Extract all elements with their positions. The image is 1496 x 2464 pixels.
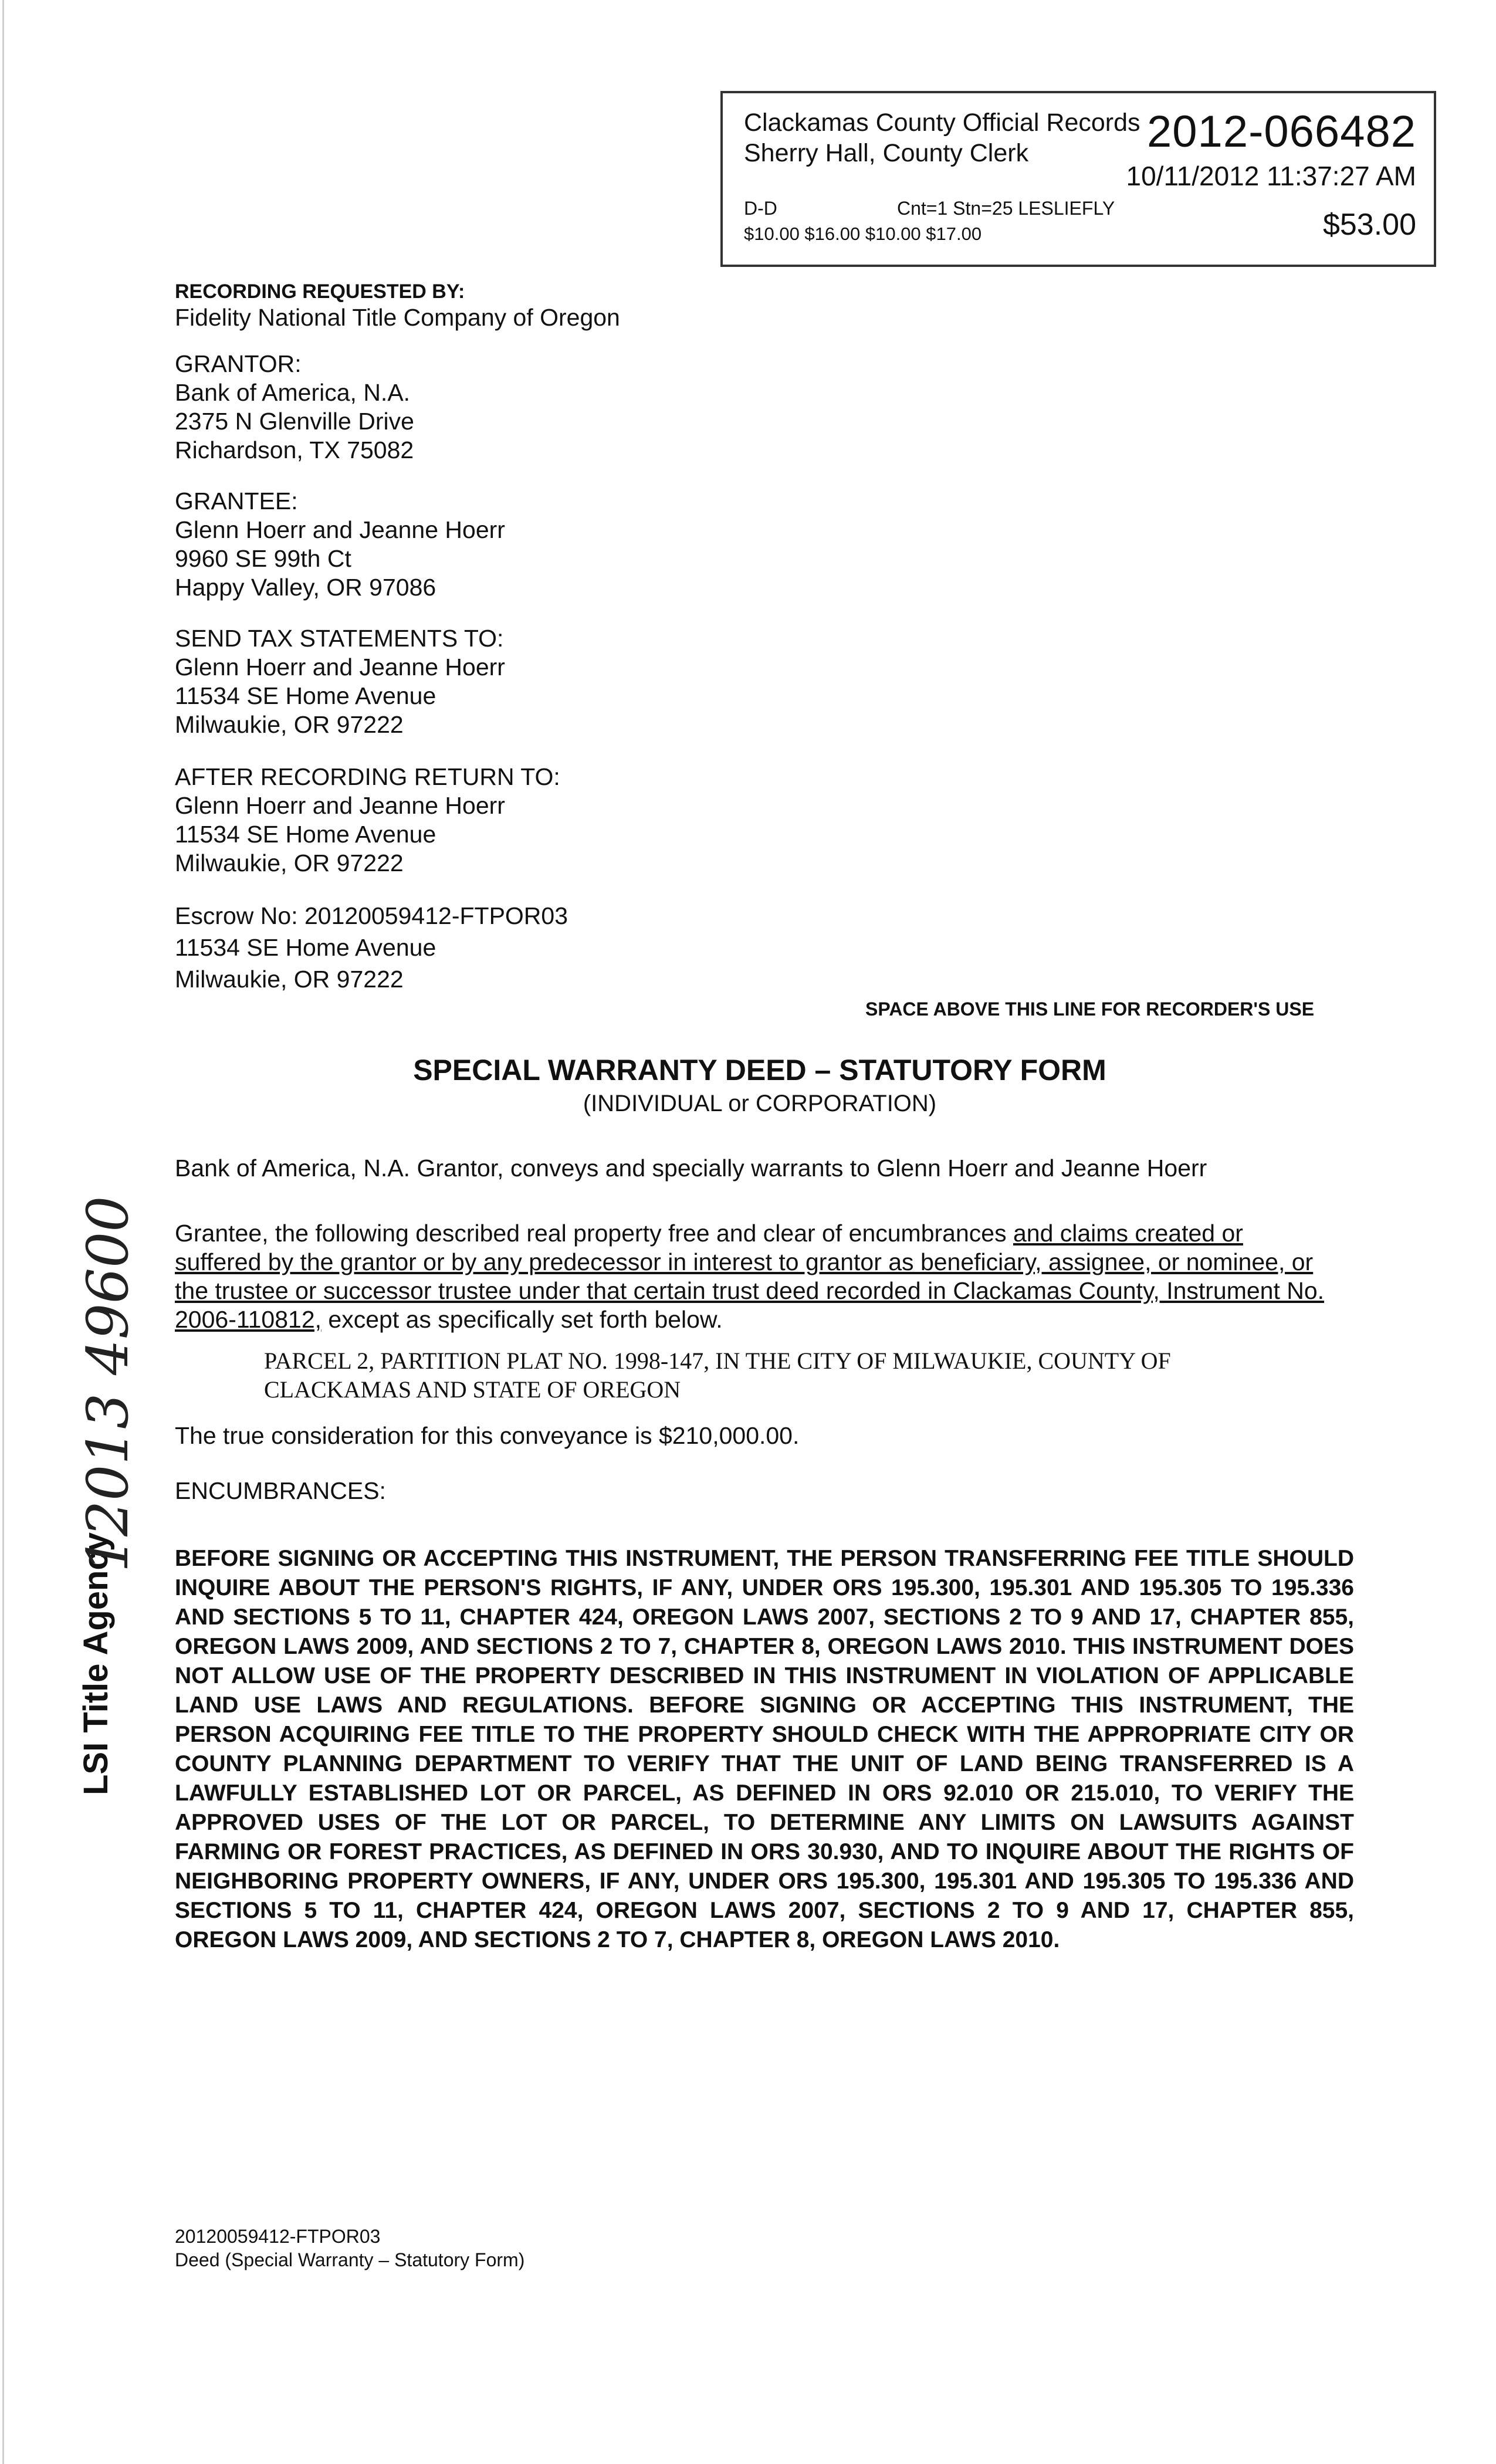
footer-form-name: Deed (Special Warranty – Statutory Form) <box>175 2249 525 2270</box>
escrow-number: Escrow No: 20120059412-FTPOR03 <box>175 902 568 929</box>
grantee-block <box>175 487 505 602</box>
recording-requested-label: RECORDING REQUESTED BY: <box>175 280 465 303</box>
recording-requested-name: Fidelity National Title Company of Oregon <box>175 304 620 331</box>
escrow-block <box>175 900 568 995</box>
stamp-counts: Cnt=1 Stn=25 LESLIEFLY <box>897 198 1115 219</box>
page-edge-line <box>2 0 4 2464</box>
grantor-block <box>175 350 414 465</box>
grantee-paragraph-end: except as specifically set forth below. <box>321 1306 723 1333</box>
tax-statements-label: SEND TAX STATEMENTS TO: <box>175 625 504 652</box>
tax-statements-street: 11534 SE Home Avenue <box>175 682 436 709</box>
stamp-record-number: 2012-066482 <box>1147 107 1416 157</box>
grantee-paragraph-underlined: and claims created or suffered by the grantor or by any predecessor in interest to grantor as beneficiary, assignee, or nominee, or the trustee or successor trustee under that certain trust deed recorded in Clackamas County, Instrument No. 2006-110812, <box>175 1220 1325 1333</box>
grantor-label: GRANTOR: <box>175 350 302 377</box>
stamp-doc-code: D-D <box>744 198 777 219</box>
stamp-total: $53.00 <box>1322 208 1416 242</box>
encumbrances-label: ENCUMBRANCES: <box>175 1477 386 1504</box>
statutory-warning: BEFORE SIGNING OR ACCEPTING THIS INSTRUMENT, THE PERSON TRANSFERRING FEE TITLE SHOULD INQUIRE ABOUT THE PERSON'S RIGHTS, IF ANY, UNDER ORS 195.300, 195.301 AND 195.305 TO 195.336 AND SECTIONS 5 TO 11, CHAPTER 424, OREGON LAWS 2007, SECTIONS 2 TO 9 AND 17, CHAPTER 855, OREGON LAWS 2009, AND SECTIONS 2 TO 7, CHAPTER 8, OREGON LAWS 2010. THIS INSTRUMENT DOES NOT ALLOW USE OF THE PROPERTY DESCRIBED IN THIS INSTRUMENT IN VIOLATION OF APPLICABLE LAND USE LAWS AND REGULATIONS. BEFORE SIGNING OR ACCEPTING THIS INSTRUMENT, THE PERSON ACQUIRING FEE TITLE TO THE PROPERTY SHOULD CHECK WITH THE APPROPRIATE CITY OR COUNTY PLANNING DEPARTMENT TO VERIFY THAT THE UNIT OF LAND BEING TRANSFERRED IS A LAWFULLY ESTABLISHED LOT OR PARCEL, AS DEFINED IN ORS 92.010 OR 215.010, TO VERIFY THE APPROVED USES OF THE LOT OR PARCEL, TO DETERMINE ANY LIMITS ON LAWSUITS AGAINST FARMING OR FOREST PRACTICES, AS DEFINED IN ORS 30.930, AND TO INQUIRE ABOUT THE RIGHTS OF NEIGHBORING PROPERTY OWNERS, IF ANY, UNDER ORS 195.300, 195.301 AND 195.305 TO 195.336 AND SECTIONS 5 TO 11, CHAPTER 424, OREGON LAWS 2007, SECTIONS 2 TO 9 AND 17, CHAPTER 855, OREGON LAWS 2009, AND SECTIONS 2 TO 7, CHAPTER 8, OREGON LAWS 2010. <box>175 1546 1354 1952</box>
deed-title: SPECIAL WARRANTY DEED – STATUTORY FORM <box>413 1054 1106 1087</box>
stamp-timestamp: 10/11/2012 11:37:27 AM <box>1126 161 1416 191</box>
return-to-street: 11534 SE Home Avenue <box>175 821 436 848</box>
side-handwritten-number: 12013 49600 <box>75 1196 141 1572</box>
deed-subtitle: (INDIVIDUAL or CORPORATION) <box>583 1091 937 1116</box>
legal-description: PARCEL 2, PARTITION PLAT NO. 1998-147, IN THE CITY OF MILWAUKIE, COUNTY OF CLACKAMAS AND STATE OF OREGON <box>264 1348 1171 1403</box>
document-footer <box>175 2225 524 2272</box>
grantee-paragraph <box>175 1219 1325 1334</box>
grantor-city: Richardson, TX 75082 <box>175 436 414 463</box>
consideration-statement: The true consideration for this conveyance is $210,000.00. <box>175 1422 800 1449</box>
conveyance-statement: Bank of America, N.A. Grantor, conveys and specially warrants to Glenn Hoerr and Jeanne Hoerr <box>175 1155 1207 1182</box>
grantee-paragraph-intro: Grantee, the following described real property free and clear of encumbrances <box>175 1220 1013 1247</box>
side-agency-stamp: LSI Title Agency <box>77 1532 115 1795</box>
footer-order-number: 20120059412-FTPOR03 <box>175 2226 381 2247</box>
grantee-label: GRANTEE: <box>175 488 298 515</box>
return-to-city: Milwaukie, OR 97222 <box>175 849 404 876</box>
tax-statements-name: Glenn Hoerr and Jeanne Hoerr <box>175 654 505 681</box>
grantee-street: 9960 SE 99th Ct <box>175 545 351 572</box>
grantor-name: Bank of America, N.A. <box>175 379 411 406</box>
stamp-county-line2: Sherry Hall, County Clerk <box>744 139 1029 167</box>
recorder-stamp-box <box>720 91 1436 267</box>
return-to-name: Glenn Hoerr and Jeanne Hoerr <box>175 792 505 819</box>
recording-requested-block <box>175 280 620 332</box>
return-to-label: AFTER RECORDING RETURN TO: <box>175 763 560 790</box>
grantee-city: Happy Valley, OR 97086 <box>175 574 436 601</box>
stamp-county-line1: Clackamas County Official Records <box>744 109 1140 137</box>
grantee-name: Glenn Hoerr and Jeanne Hoerr <box>175 516 505 543</box>
stamp-county <box>744 107 1140 168</box>
stamp-fees: $10.00 $16.00 $10.00 $17.00 <box>744 224 982 244</box>
recorder-use-line: SPACE ABOVE THIS LINE FOR RECORDER'S USE <box>865 999 1315 1020</box>
escrow-street: 11534 SE Home Avenue <box>175 934 436 961</box>
escrow-city: Milwaukie, OR 97222 <box>175 966 404 993</box>
tax-statements-block <box>175 624 505 739</box>
tax-statements-city: Milwaukie, OR 97222 <box>175 711 404 738</box>
return-to-block <box>175 763 560 878</box>
grantor-street: 2375 N Glenville Drive <box>175 408 414 435</box>
